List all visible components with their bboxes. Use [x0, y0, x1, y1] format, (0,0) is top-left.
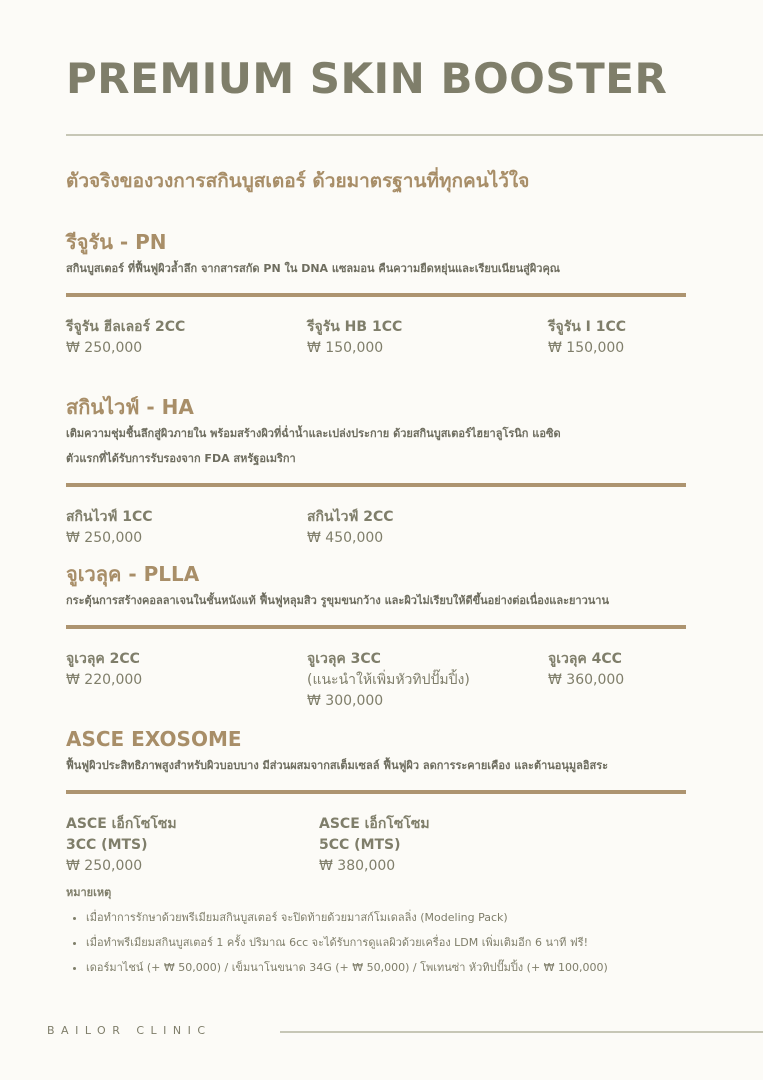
product-name: ASCE เอ็กโซโซม: [66, 816, 177, 832]
product-item: [307, 649, 470, 712]
product-price: ₩ 360,000: [548, 672, 625, 688]
product-item: [66, 317, 185, 359]
note-item: • เมื่อทำการรักษาด้วยพรีเมียมสกินบูสเตอร์ จะปิดท้ายด้วยมาสก์โมเดลลิ่ง (Modeling Pack): [86, 905, 706, 930]
section-description: สกินบูสเตอร์ ที่ฟื้นฟูผิวล้ำลึก จากสารสกัด PN ใน DNA แซลมอน คืนความยืดหยุ่นและเรียบเนียนสู่ผิวคุณ: [66, 262, 561, 275]
product-item: [319, 814, 430, 877]
section-juvelook: [66, 560, 686, 729]
product-name: จูเวลุค 4CC: [548, 651, 622, 667]
product-name: สกินไวฟ์ 1CC: [66, 509, 153, 525]
section-description: กระตุ้นการสร้างคอลลาเจนในชั้นหนังแท้ ฟื้นฟูหลุมสิว รูขุมขนกว้าง และผิวไม่เรียบให้ดีขึ้นอย่างต่อเนื่องและยาวนาน: [66, 594, 609, 607]
product-name: สกินไวฟ์ 2CC: [307, 509, 394, 525]
product-name: รีจูรัน HB 1CC: [307, 319, 403, 335]
product-item: [307, 507, 394, 549]
product-note: (แนะนำให้เพิ่มหัวทิปปั๊มปิ้ง): [307, 672, 470, 688]
product-name: จูเวลุค 2CC: [66, 651, 140, 667]
notes: [66, 883, 706, 980]
product-list: [66, 317, 686, 377]
product-price: ₩ 300,000: [307, 693, 384, 709]
page-title: PREMIUM SKIN BOOSTER: [66, 54, 668, 103]
section-title: จูเวลุค - PLLA: [66, 562, 200, 586]
product-price: ₩ 250,000: [66, 530, 143, 546]
product-price: ₩ 250,000: [66, 858, 143, 874]
product-price: ₩ 380,000: [319, 858, 396, 874]
product-price: ₩ 150,000: [307, 340, 384, 356]
notes-title: หมายเหตุ: [66, 886, 112, 899]
notes-list: [66, 905, 706, 980]
section-description: ฟื้นฟูผิวประสิทธิภาพสูงสำหรับผิวบอบบาง มีส่วนผสมจากสเต็มเซลล์ ฟื้นฟูผิว ลดการระคายเคือง และต้านอนุมูลอิสระ: [66, 759, 609, 772]
product-list: [66, 507, 686, 567]
product-name: รีจูรัน ฮีลเลอร์ 2CC: [66, 319, 186, 335]
section-divider: [66, 625, 686, 629]
product-item: [66, 507, 153, 549]
section-title: ASCE EXOSOME: [66, 727, 242, 751]
product-item: [548, 649, 624, 691]
product-name-size: 5CC (MTS): [319, 837, 401, 853]
section-description: ตัวแรกที่ได้รับการรับรองจาก FDA สหรัฐอเมริกา: [66, 452, 296, 465]
section-title: รีจูรัน - PN: [66, 230, 167, 254]
product-name-size: 3CC (MTS): [66, 837, 148, 853]
product-price: ₩ 450,000: [307, 530, 384, 546]
product-name: ASCE เอ็กโซโซม: [319, 816, 430, 832]
header-divider: [66, 134, 763, 136]
product-list: [66, 649, 686, 729]
section-rejuran: [66, 228, 686, 377]
section-divider: [66, 483, 686, 487]
note-item: • เดอร์มาไชน์ (+ ₩ 50,000) / เข็มนาโนขนาด 34G (+ ₩ 50,000) / โพเทนซ่า หัวทิปปั๊มปิ้ง (+ ₩ 100,000): [86, 955, 706, 980]
section-divider: [66, 293, 686, 297]
product-price: ₩ 150,000: [548, 340, 625, 356]
tagline: ตัวจริงของวงการสกินบูสเตอร์ ด้วยมาตรฐานที่ทุกคนไว้ใจ: [66, 170, 530, 192]
product-item: [66, 814, 177, 877]
product-price: ₩ 220,000: [66, 672, 143, 688]
section-divider: [66, 790, 686, 794]
section-title: สกินไวฟ์ - HA: [66, 395, 194, 419]
section-description: เติมความชุ่มชื้นลึกสู่ผิวภายใน พร้อมสร้างผิวที่ฉ่ำน้ำและเปล่งประกาย ด้วยสกินบูสเตอร์ไฮยาลูโรนิก แอซิด: [66, 427, 561, 440]
product-name: รีจูรัน I 1CC: [548, 319, 627, 335]
note-item: • เมื่อทำพรีเมียมสกินบูสเตอร์ 1 ครั้ง ปริมาณ 6cc จะได้รับการดูแลผิวด้วยเครื่อง LDM เพิ่มเติมอีก 6 นาที ฟรี!: [86, 930, 706, 955]
section-skinvive: [66, 393, 686, 567]
section-asce-exosome: [66, 725, 686, 884]
footer-brand: BAILOR CLINIC: [47, 1024, 212, 1037]
product-price: ₩ 250,000: [66, 340, 143, 356]
product-list: [66, 814, 686, 884]
footer-divider: [280, 1031, 763, 1033]
product-item: [548, 317, 626, 359]
product-item: [307, 317, 402, 359]
product-item: [66, 649, 142, 691]
product-name: จูเวลุค 3CC: [307, 651, 381, 667]
